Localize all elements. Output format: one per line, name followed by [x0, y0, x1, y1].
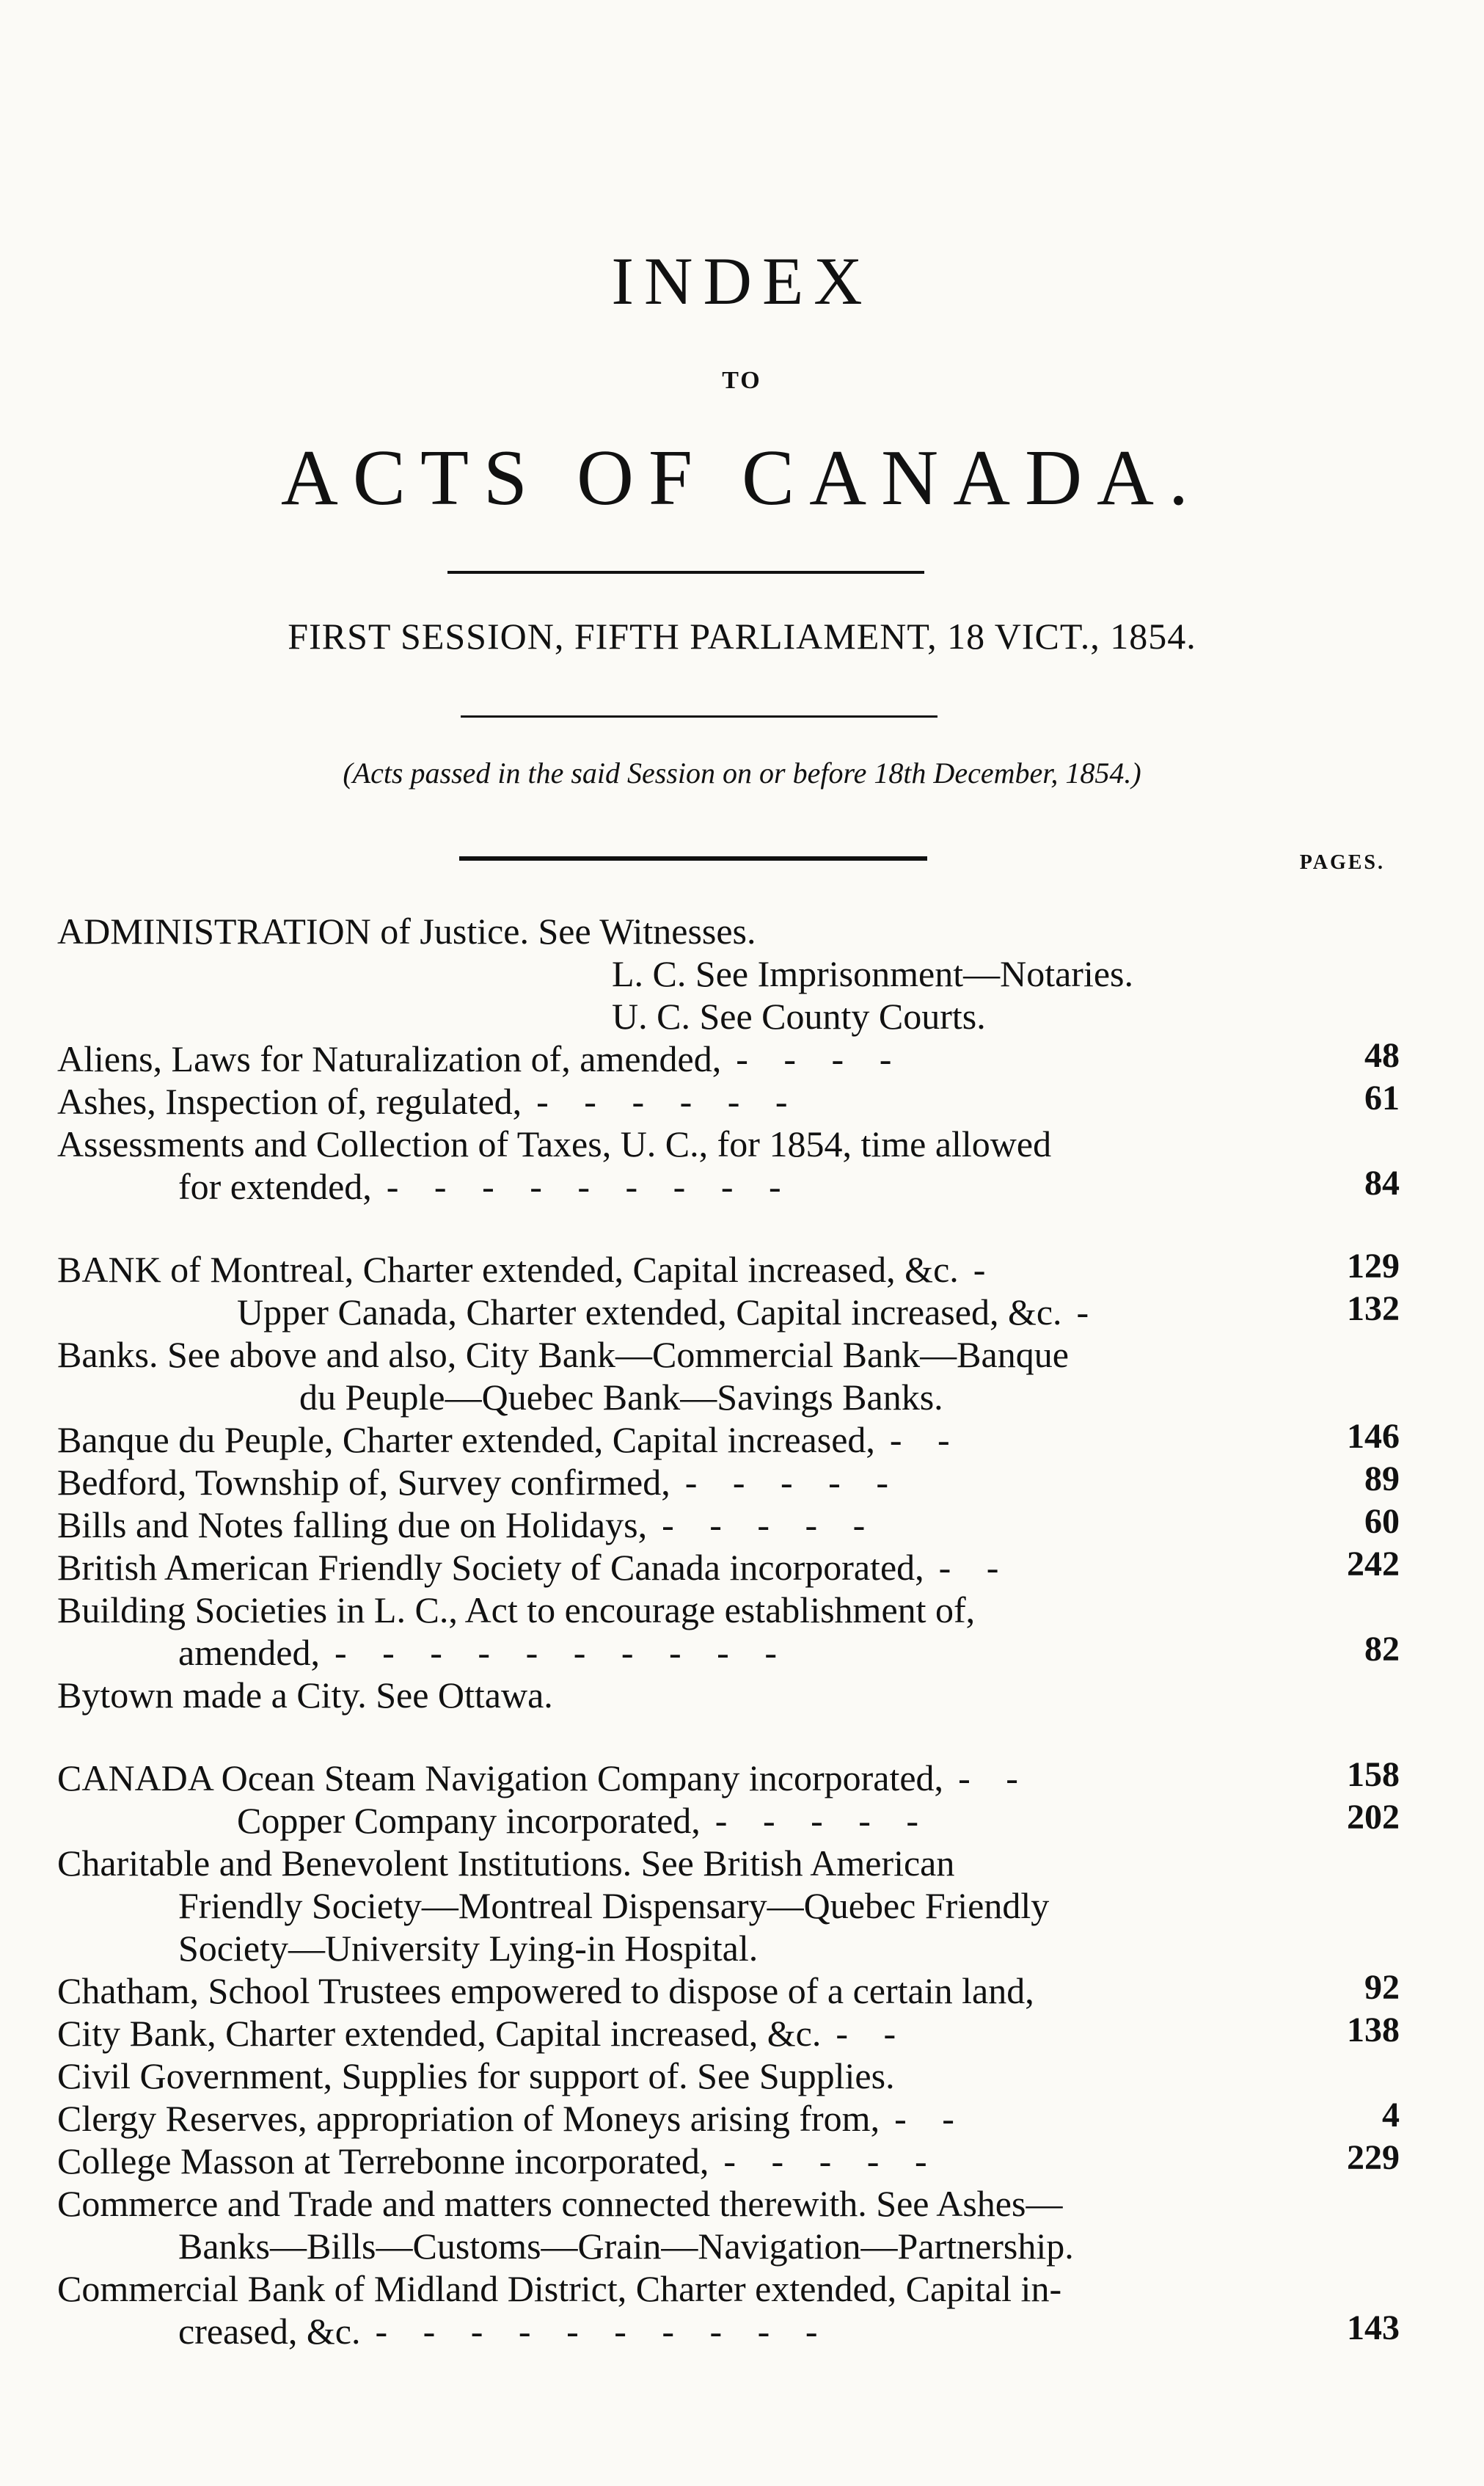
session-note: (Acts passed in the said Session on or before 18th December, 1854.)	[343, 757, 1141, 790]
index-entry	[57, 1927, 1400, 1969]
leader-dots: - - - - -	[662, 1504, 879, 1545]
divider-rule-2	[461, 715, 937, 718]
index-entry-text: creased, &c.	[178, 2311, 361, 2352]
index-entry	[57, 2310, 1400, 2352]
index-entry	[57, 1080, 1400, 1123]
pages-column-label: PAGES.	[1299, 851, 1385, 874]
page-number: 202	[1347, 1798, 1400, 1837]
page-number: 138	[1347, 2011, 1400, 2049]
index-entry	[57, 1165, 1400, 1208]
page-number: 61	[1364, 1079, 1400, 1118]
index-entry	[57, 1884, 1400, 1927]
index-entry-text: Civil Government, Supplies for support of. See Supplies.	[57, 2055, 895, 2096]
index-entries	[57, 910, 1400, 2352]
page-number: 129	[1347, 1247, 1400, 1286]
index-entry-text: Clergy Reserves, appropriation of Moneys arising from,	[57, 2098, 880, 2139]
index-entry-text: College Masson at Terrebonne incorporated,	[57, 2140, 709, 2181]
index-entry-text: du Peuple—Quebec Bank—Savings Banks.	[299, 1377, 943, 1418]
divider-rule-1	[447, 571, 924, 574]
index-entry	[57, 1969, 1400, 2012]
index-entry	[57, 952, 1400, 995]
page-number: 229	[1347, 2138, 1400, 2177]
index-entry-text: Chatham, School Trustees empowered to dispose of a certain land,	[57, 1970, 1034, 2011]
index-entry-text: Ashes, Inspection of, regulated,	[57, 1081, 522, 1122]
index-entry-text: Banks. See above and also, City Bank—Commercial Bank—Banque	[57, 1334, 1069, 1375]
index-entry	[57, 1842, 1400, 1884]
index-entry-text: City Bank, Charter extended, Capital increased, &c.	[57, 2013, 822, 2054]
index-entry	[57, 2012, 1400, 2055]
leader-dots: - - - - -	[714, 1800, 932, 1841]
page-number: 84	[1364, 1164, 1400, 1203]
index-entry-text: for extended,	[178, 1166, 372, 1207]
leader-dots: - -	[889, 1419, 963, 1460]
index-entry-text: Friendly Society—Montreal Dispensary—Quebec Friendly	[178, 1885, 1050, 1926]
page-number: 242	[1347, 1545, 1400, 1583]
index-entry-text: Society—University Lying-in Hospital.	[178, 1928, 759, 1969]
index-entry-text: Bills and Notes falling due on Holidays,	[57, 1504, 648, 1545]
page-number: 92	[1364, 1968, 1400, 2007]
index-entry-text: Banque du Peuple, Charter extended, Capital increased,	[57, 1419, 875, 1460]
divider-rule-3	[459, 856, 927, 861]
index-entry	[57, 1418, 1400, 1461]
leader-dots: -	[973, 1249, 999, 1290]
index-entry	[57, 995, 1400, 1038]
index-entry	[57, 1291, 1400, 1333]
index-entry-text: L. C. See Imprisonment—Notaries.	[612, 953, 1133, 994]
to-label: TO	[722, 367, 762, 394]
index-entry	[57, 1631, 1400, 1674]
page-number: 158	[1347, 1755, 1400, 1794]
leader-dots: - -	[938, 1547, 1012, 1588]
index-entry	[57, 1799, 1400, 1842]
index-entry	[57, 2140, 1400, 2182]
index-entry-text: Aliens, Laws for Naturalization of, amended,	[57, 1038, 722, 1079]
index-entry	[57, 910, 1400, 952]
page-number: 4	[1382, 2096, 1400, 2135]
leader-dots: - - - - -	[684, 1462, 902, 1503]
index-title: INDEX	[611, 244, 873, 318]
index-entry-text: amended,	[178, 1632, 320, 1673]
index-entry	[57, 1248, 1400, 1291]
index-entry	[57, 1589, 1400, 1631]
index-entry	[57, 2225, 1400, 2267]
leader-dots: - -	[836, 2013, 910, 2054]
leader-dots: - - - -	[736, 1038, 905, 1079]
index-entry-text: Bedford, Township of, Survey confirmed,	[57, 1462, 670, 1503]
index-entry	[57, 1503, 1400, 1546]
index-entry	[57, 1546, 1400, 1589]
index-entry-text: Upper Canada, Charter extended, Capital increased, &c.	[237, 1291, 1062, 1333]
index-entry	[57, 2097, 1400, 2140]
index-entry-text: ADMINISTRATION of Justice. See Witnesses.	[57, 911, 756, 952]
index-entry	[57, 1123, 1400, 1165]
index-entry	[57, 1333, 1400, 1376]
index-entry	[57, 1376, 1400, 1418]
page-number: 132	[1347, 1289, 1400, 1328]
leader-dots: - - - - - - - - - -	[375, 2311, 831, 2352]
index-entry-text: BANK of Montreal, Charter extended, Capital increased, &c.	[57, 1249, 959, 1290]
leader-dots: - -	[958, 1757, 1031, 1798]
index-entry-text: Bytown made a City. See Ottawa.	[57, 1674, 553, 1716]
index-entry	[57, 1674, 1400, 1716]
index-entry	[57, 2267, 1400, 2310]
index-entry-text: Banks—Bills—Customs—Grain—Navigation—Partnership.	[178, 2226, 1074, 2267]
index-entry-text: Commercial Bank of Midland District, Charter extended, Capital in-	[57, 2268, 1062, 2309]
acts-title: ACTS OF CANADA.	[280, 434, 1204, 522]
index-entry-text: Copper Company incorporated,	[237, 1800, 701, 1841]
page-number: 146	[1347, 1417, 1400, 1456]
page-number: 143	[1347, 2308, 1400, 2347]
leader-dots: - - - - - - - - -	[386, 1166, 794, 1207]
leader-dots: - - - - -	[723, 2140, 940, 2181]
leader-dots: - -	[894, 2098, 968, 2139]
index-entry-text: U. C. See County Courts.	[612, 996, 986, 1037]
leader-dots: -	[1076, 1291, 1103, 1333]
index-entry	[57, 1757, 1400, 1799]
leader-dots: - - - - - -	[536, 1081, 801, 1122]
page-number: 82	[1364, 1630, 1400, 1669]
page-number: 48	[1364, 1036, 1400, 1075]
index-entry-text: British American Friendly Society of Canada incorporated,	[57, 1547, 924, 1588]
index-entry-text: CANADA Ocean Steam Navigation Company incorporated,	[57, 1757, 944, 1798]
index-entry-text: Commerce and Trade and matters connected therewith. See Ashes—	[57, 2183, 1063, 2224]
index-entry-text: Assessments and Collection of Taxes, U. C., for 1854, time allowed	[57, 1123, 1052, 1164]
session-heading: FIRST SESSION, FIFTH PARLIAMENT, 18 VICT., 1854.	[288, 616, 1196, 657]
index-entry	[57, 1461, 1400, 1503]
index-entry	[57, 1038, 1400, 1080]
page-number: 60	[1364, 1502, 1400, 1541]
index-entry	[57, 2182, 1400, 2225]
index-entry	[57, 2055, 1400, 2097]
index-entry-text: Building Societies in L. C., Act to encourage establishment of,	[57, 1589, 976, 1630]
page-number: 89	[1364, 1459, 1400, 1498]
index-entry-text: Charitable and Benevolent Institutions. See British American	[57, 1842, 955, 1884]
leader-dots: - - - - - - - - - -	[334, 1632, 790, 1673]
